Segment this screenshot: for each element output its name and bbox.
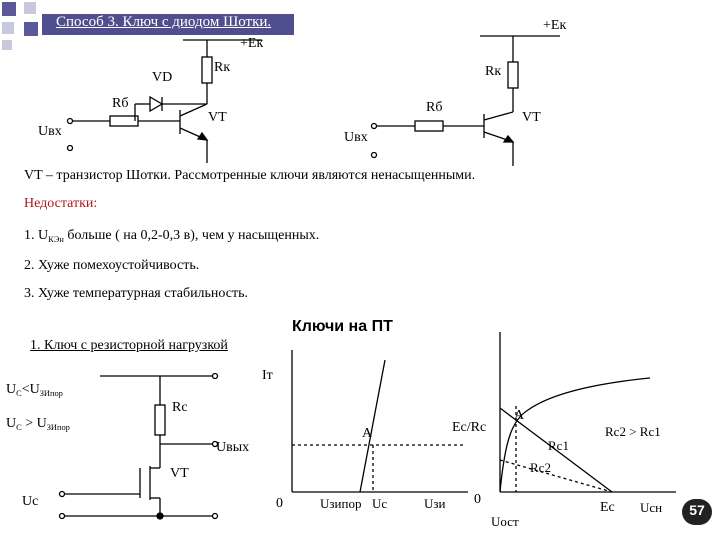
- ground-terminal-left: [60, 514, 65, 519]
- graph2-load-line-rc2: [500, 460, 612, 492]
- drawback-2: 2. Хуже помехоустойчивость.: [24, 258, 200, 273]
- fet-key-schematic: [60, 374, 218, 520]
- c2-rk-label: Rк: [485, 64, 502, 79]
- fet-uc-label: Uc: [22, 494, 39, 509]
- graph2-rc1-label: Rc1: [548, 438, 569, 453]
- c1-uin-label: Uвх: [38, 124, 62, 139]
- page-number: 57: [689, 502, 705, 518]
- c2-vcc-label: +Ек: [543, 18, 567, 33]
- fet-heading: Ключи на ПТ: [292, 318, 393, 335]
- graph2-rc-compare: Rc2 > Rc1: [605, 424, 661, 439]
- c1-vd-label: VD: [152, 70, 173, 85]
- condition-off: $U_C<U_{ЗИпор}$: [6, 382, 63, 398]
- drawback-3: 3. Хуже температурная стабильность.: [24, 286, 248, 301]
- c1-vcc-label: +Ек: [240, 36, 264, 51]
- gate-terminal: [60, 492, 65, 497]
- fet-rc-label: Rc: [172, 400, 188, 415]
- c2-vt-label: VT: [522, 110, 541, 125]
- resistor-rk-2: [508, 62, 518, 88]
- graph2-rc2-label: Rc2: [530, 460, 551, 475]
- condition-on: $U_C > U_{ЗИпор}$: [6, 416, 70, 432]
- c1-rb-label: Rб: [112, 96, 129, 111]
- graph1-origin: 0: [276, 496, 283, 511]
- fet-vt-label: VT: [170, 466, 189, 481]
- resistor-rk-1: [202, 57, 212, 83]
- input-terminal-1a: [68, 119, 73, 124]
- graph-2: [500, 332, 676, 492]
- graph2-xlabel: Uсн: [640, 500, 663, 515]
- graph1-xtick-uc: Uc: [372, 496, 388, 511]
- input-terminal-1b: [68, 146, 73, 151]
- schottky-note: VT – транзистор Шотки. Рассмотренные ключи являются ненасыщенными.: [24, 168, 476, 183]
- graph2-point-a: A: [514, 408, 525, 423]
- graph1-ec-rc: Ec/Rc: [452, 420, 487, 435]
- c2-rb-label: Rб: [426, 100, 443, 115]
- resistor-rc: [155, 405, 165, 435]
- drawbacks-heading: Недостатки:: [24, 196, 98, 211]
- drawback-1: 1. $U_{КЭн}$ больше ( на 0,2-0,3 в), чем у насыщенных.: [24, 228, 320, 244]
- graph1-ylabel: Iт: [262, 368, 273, 383]
- graph1-xtick-uzipor: Uзипор: [320, 496, 362, 511]
- graph2-ec: Ec: [600, 500, 615, 515]
- graph1-point-a: A: [362, 426, 373, 441]
- input-terminal-2a: [372, 124, 377, 129]
- graph2-uost: Uост: [491, 514, 519, 529]
- graph-1: [292, 350, 468, 492]
- graph2-origin: 0: [474, 492, 481, 507]
- circuit-1-schematic: [68, 40, 263, 163]
- c2-uin-label: Uвх: [344, 130, 368, 145]
- resistor-rb-1: [110, 116, 138, 126]
- c1-vt-label: VT: [208, 110, 227, 125]
- circuit-2-schematic: [372, 36, 561, 166]
- c1-rk-label: Rк: [214, 60, 231, 75]
- slide-title: Способ 3. Ключ с диодом Шотки.: [56, 14, 272, 30]
- fet-uout-label: Uвых: [216, 440, 250, 455]
- page-number-badge: [682, 499, 712, 525]
- supply-terminal: [213, 374, 218, 379]
- diode-vd: [150, 97, 162, 111]
- graph1-xlabel: Uзи: [424, 496, 446, 511]
- resistor-rb-2: [415, 121, 443, 131]
- fet-subheading: 1. Ключ с резисторной нагрузкой: [30, 338, 228, 353]
- ground-terminal-right: [213, 514, 218, 519]
- input-terminal-2b: [372, 153, 377, 158]
